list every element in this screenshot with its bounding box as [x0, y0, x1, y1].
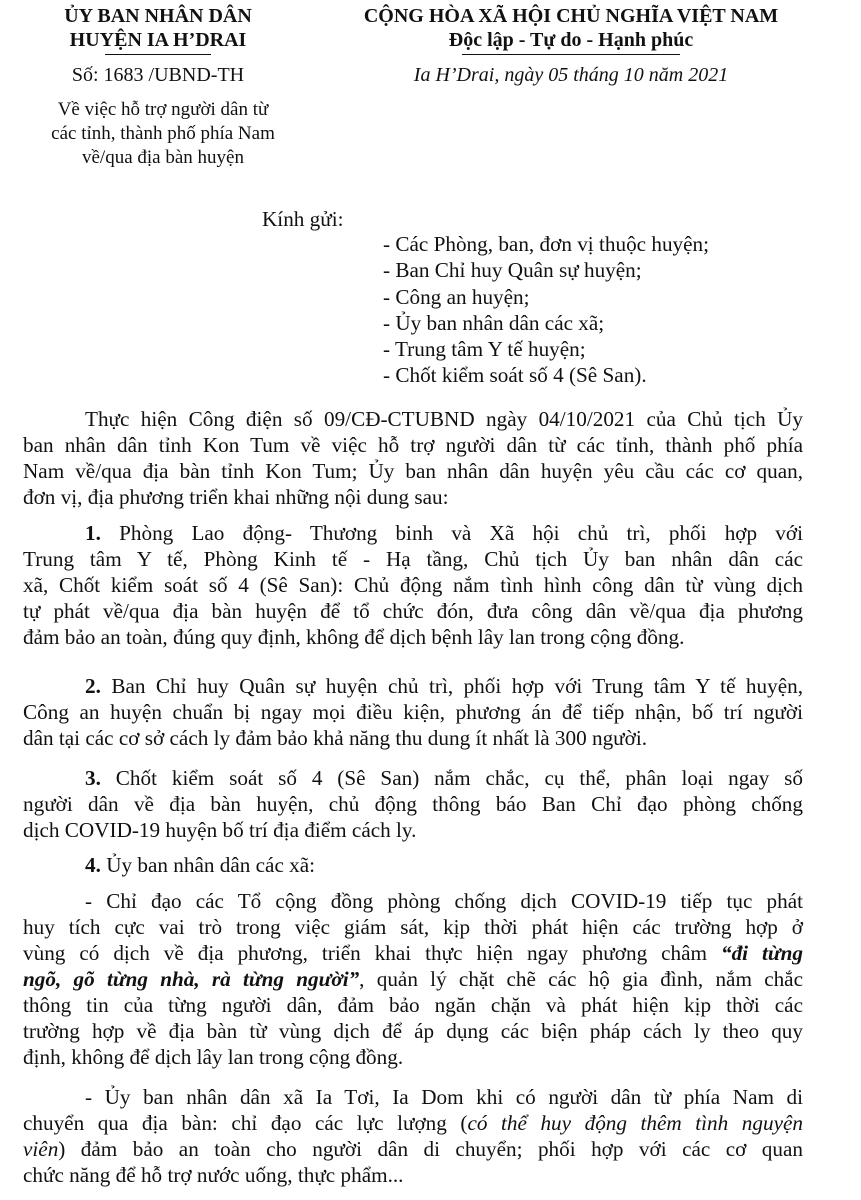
- intro-line: Nam về/qua địa bàn tỉnh Kon Tum; Ủy ban nhân dân huyện yêu cầu các cơ quan,: [23, 459, 803, 483]
- item1-line: Trung tâm Y tế, Phòng Kinh tế - Hạ tầng, Chủ tịch Ủy ban nhân dân các: [23, 547, 803, 571]
- subject-line: các tỉnh, thành phố phía Nam: [51, 123, 275, 144]
- national-motto: Độc lập - Tự do - Hạnh phúc: [448, 29, 694, 51]
- document-subject: [38, 98, 288, 170]
- item4-para2-line: chuyển qua địa bàn: chỉ đạo các lực lượng (có thể huy động thêm tình nguyện: [23, 1111, 803, 1135]
- intro-line: ban nhân dân tỉnh Kon Tum về việc hỗ trợ người dân từ các tỉnh, thành phố phía: [23, 433, 803, 457]
- recipient-item: - Các Phòng, ban, đơn vị thuộc huyện;: [383, 232, 710, 256]
- item2-line: dân tại các cơ sở cách ly đảm bảo khả năng thu dung ít nhất là 300 người.: [23, 726, 648, 750]
- intro-line: Thực hiện Công điện số 09/CĐ-CTUBND ngày 04/10/2021 của Chủ tịch Ủy: [85, 407, 803, 431]
- item4-heading: 4. Ủy ban nhân dân các xã:: [85, 853, 316, 877]
- recipient-item: - Ban Chỉ huy Quân sự huyện;: [383, 258, 642, 282]
- recipient-item: - Trung tâm Y tế huyện;: [383, 337, 586, 361]
- item2-line: 2. Ban Chỉ huy Quân sự huyện chủ trì, phối hợp với Trung tâm Y tế huyện,: [85, 674, 803, 698]
- item4-para1-line: - Chỉ đạo các Tổ cộng đồng phòng chống dịch COVID-19 tiếp tục phát: [85, 889, 803, 913]
- recipients-label: Kính gửi:: [262, 207, 344, 231]
- item3-line: 3. Chốt kiểm soát số 4 (Sê San) nắm chắc, cụ thể, phân loại ngay số: [85, 766, 803, 790]
- item3-line: dịch COVID-19 huyện bố trí địa điểm cách ly.: [23, 818, 417, 842]
- agency-name: ỦY BAN NHÂN DÂN: [64, 5, 252, 27]
- item3-number: 3.: [85, 766, 101, 790]
- recipient-item: - Công an huyện;: [383, 285, 530, 309]
- item1-line: tự phát về/qua địa bàn huyện để tổ chức đón, đưa công dân về/qua địa phương: [23, 599, 803, 623]
- subject-line: Về việc hỗ trợ người dân từ: [57, 99, 269, 120]
- item4-para2-line: chức năng để hỗ trợ nước uống, thực phẩm...: [23, 1163, 404, 1187]
- item4-para1-line: định, không để dịch lây lan trong cộng đồng.: [23, 1045, 404, 1069]
- recipient-item: - Chốt kiểm soát số 4 (Sê San).: [383, 363, 647, 387]
- item4-para1-line: huy tích cực vai trò trong việc giám sát, kịp thời phát hiện các trường hợp ở: [23, 915, 803, 939]
- national-title: CỘNG HÒA XÃ HỘI CHỦ NGHĨA VIỆT NAM: [363, 5, 779, 27]
- item2-line: Công an huyện chuẩn bị ngay mọi điều kiện, phương án để tiếp nhận, bố trí người: [23, 700, 803, 724]
- item4-para1-line: trường hợp về địa bàn từ vùng dịch để áp dụng các biện pháp cách ly theo quy: [23, 1019, 803, 1043]
- item4-para2-line: viên) đảm bảo an toàn cho người dân di chuyển; phối hợp với các cơ quan: [23, 1137, 803, 1161]
- item3-line: người dân về địa bàn huyện, chủ động thông báo Ban Chỉ đạo phòng chống: [23, 792, 803, 816]
- item4-para1-line: vùng có dịch về địa phương, triển khai thực hiện ngay phương châm “đi từng: [23, 941, 803, 965]
- intro-line: đơn vị, địa phương triển khai những nội dung sau:: [23, 485, 449, 509]
- document-number: Số: 1683 /UBND-TH: [71, 64, 245, 86]
- agency-underline: [105, 54, 211, 55]
- motto-underline: [462, 54, 680, 55]
- item1-line: đảm bảo an toàn, đúng quy định, không để dịch bệnh lây lan trong cộng đồng.: [23, 625, 685, 649]
- district-name: HUYỆN IA H’DRAI: [69, 29, 247, 51]
- item4-para2-line: - Ủy ban nhân dân xã Ia Tơi, Ia Dom khi có người dân từ phía Nam di: [85, 1085, 803, 1109]
- item4-number: 4.: [85, 853, 101, 877]
- item1-line: xã, Chốt kiểm soát số 4 (Sê San): Chủ động nắm tình hình công dân từ vùng dịch: [23, 573, 803, 597]
- recipient-item: - Ủy ban nhân dân các xã;: [383, 311, 605, 335]
- subject-line: về/qua địa bàn huyện: [82, 147, 244, 168]
- item2-number: 2.: [85, 674, 101, 698]
- item4-para1-line: ngõ, gõ từng nhà, rà từng người”, quản lý chặt chẽ các hộ gia đình, nắm chắc: [23, 967, 803, 991]
- place-date: Ia H’Drai, ngày 05 tháng 10 năm 2021: [413, 64, 729, 86]
- item1-number: 1.: [85, 521, 101, 545]
- item1-line: 1. Phòng Lao động- Thương binh và Xã hội chủ trì, phối hợp với: [85, 521, 803, 545]
- item4-para1-line: thông tin của từng người dân, đảm bảo ngăn chặn và phát hiện kịp thời các: [23, 993, 803, 1017]
